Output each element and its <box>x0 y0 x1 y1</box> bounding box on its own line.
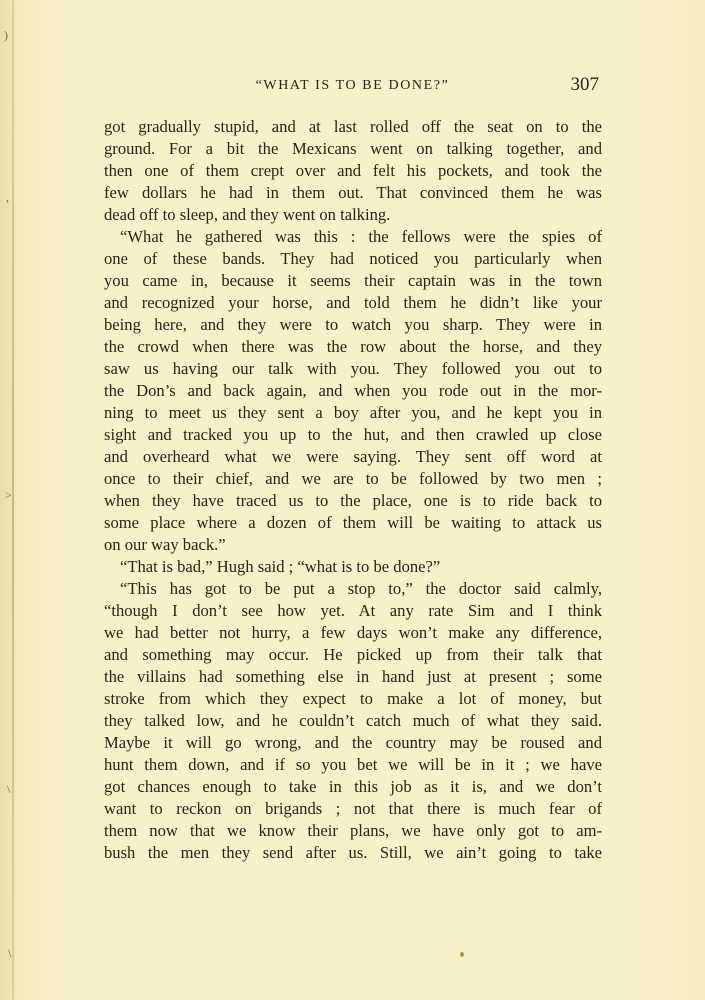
text-line: when they have traced us to the place, one is to ride back to <box>104 491 602 510</box>
page-header <box>0 74 705 98</box>
page-number: 307 <box>570 74 599 95</box>
text-line: ground. For a bit the Mexicans went on talking together, and <box>104 139 602 158</box>
text-line: you came in, because it seems their captain was in the town <box>104 271 602 290</box>
text-line: once to their chief, and we are to be followed by two men ; <box>104 469 602 488</box>
text-line: and something may occur. He picked up from their talk that <box>104 645 602 664</box>
body-text <box>104 116 602 864</box>
text-line: them now that we know their plans, we have only got to am- <box>104 821 602 840</box>
text-line: “That is bad,” Hugh said ; “what is to be done?” <box>120 557 441 576</box>
text-line: dead off to sleep, and they went on talking. <box>104 205 391 224</box>
text-line: ning to meet us they sent a boy after you, and he kept you in <box>104 403 602 422</box>
text-line: got gradually stupid, and at last rolled off the seat on to the <box>104 117 602 136</box>
text-line: some place where a dozen of them will be waiting to attack us <box>104 513 602 532</box>
text-line: the crowd when there was the row about the horse, and they <box>104 337 602 356</box>
text-line: stroke from which they expect to make a lot of money, but <box>104 689 602 708</box>
text-line: “What he gathered was this : the fellows were the spies of <box>120 227 602 246</box>
text-line: one of these bands. They had noticed you particularly when <box>104 249 602 268</box>
text-line: then one of them crept over and felt his pockets, and took the <box>104 161 602 180</box>
margin-mark: \ <box>8 946 12 960</box>
text-line: bush the men they send after us. Still, we ain’t going to take <box>104 843 602 862</box>
text-line: the villains had something else in hand just at present ; some <box>104 667 602 686</box>
text-line: hunt them down, and if so you bet we will be in it ; we have <box>104 755 602 774</box>
text-line: few dollars he had in them out. That convinced them he was <box>104 183 602 202</box>
margin-mark: , <box>6 190 9 204</box>
binding-gutter <box>12 0 14 1000</box>
text-line: we had better not hurry, a few days won’t make any difference, <box>104 623 602 642</box>
page-speck <box>460 952 464 957</box>
text-line: the Don’s and back again, and when you rode out in the mor- <box>104 381 602 400</box>
text-line: saw us having our talk with you. They followed you out to <box>104 359 602 378</box>
text-line: being here, and they were to watch you sharp. They were in <box>104 315 602 334</box>
margin-mark: ) <box>4 28 8 42</box>
text-line: want to reckon on brigands ; not that there is much fear of <box>104 799 602 818</box>
text-line: “though I don’t see how yet. At any rate Sim and I think <box>104 601 602 620</box>
text-line: they talked low, and he couldn’t catch much of what they said. <box>104 711 602 730</box>
text-line: Maybe it will go wrong, and the country may be roused and <box>104 733 602 752</box>
text-line: on our way back.” <box>104 535 226 554</box>
text-line: “This has got to be put a stop to,” the doctor said calmly, <box>120 579 602 598</box>
running-head: “WHAT IS TO BE DONE?” <box>255 78 450 93</box>
text-line: got chances enough to take in this job as it is, and we don’t <box>104 777 602 796</box>
text-line: and overheard what we were saying. They sent off word at <box>104 447 602 466</box>
margin-mark: \ <box>7 782 11 796</box>
margin-mark: > <box>5 488 12 502</box>
text-line: and recognized your horse, and told them he didn’t like your <box>104 293 602 312</box>
text-line: sight and tracked you up to the hut, and then crawled up close <box>104 425 602 444</box>
